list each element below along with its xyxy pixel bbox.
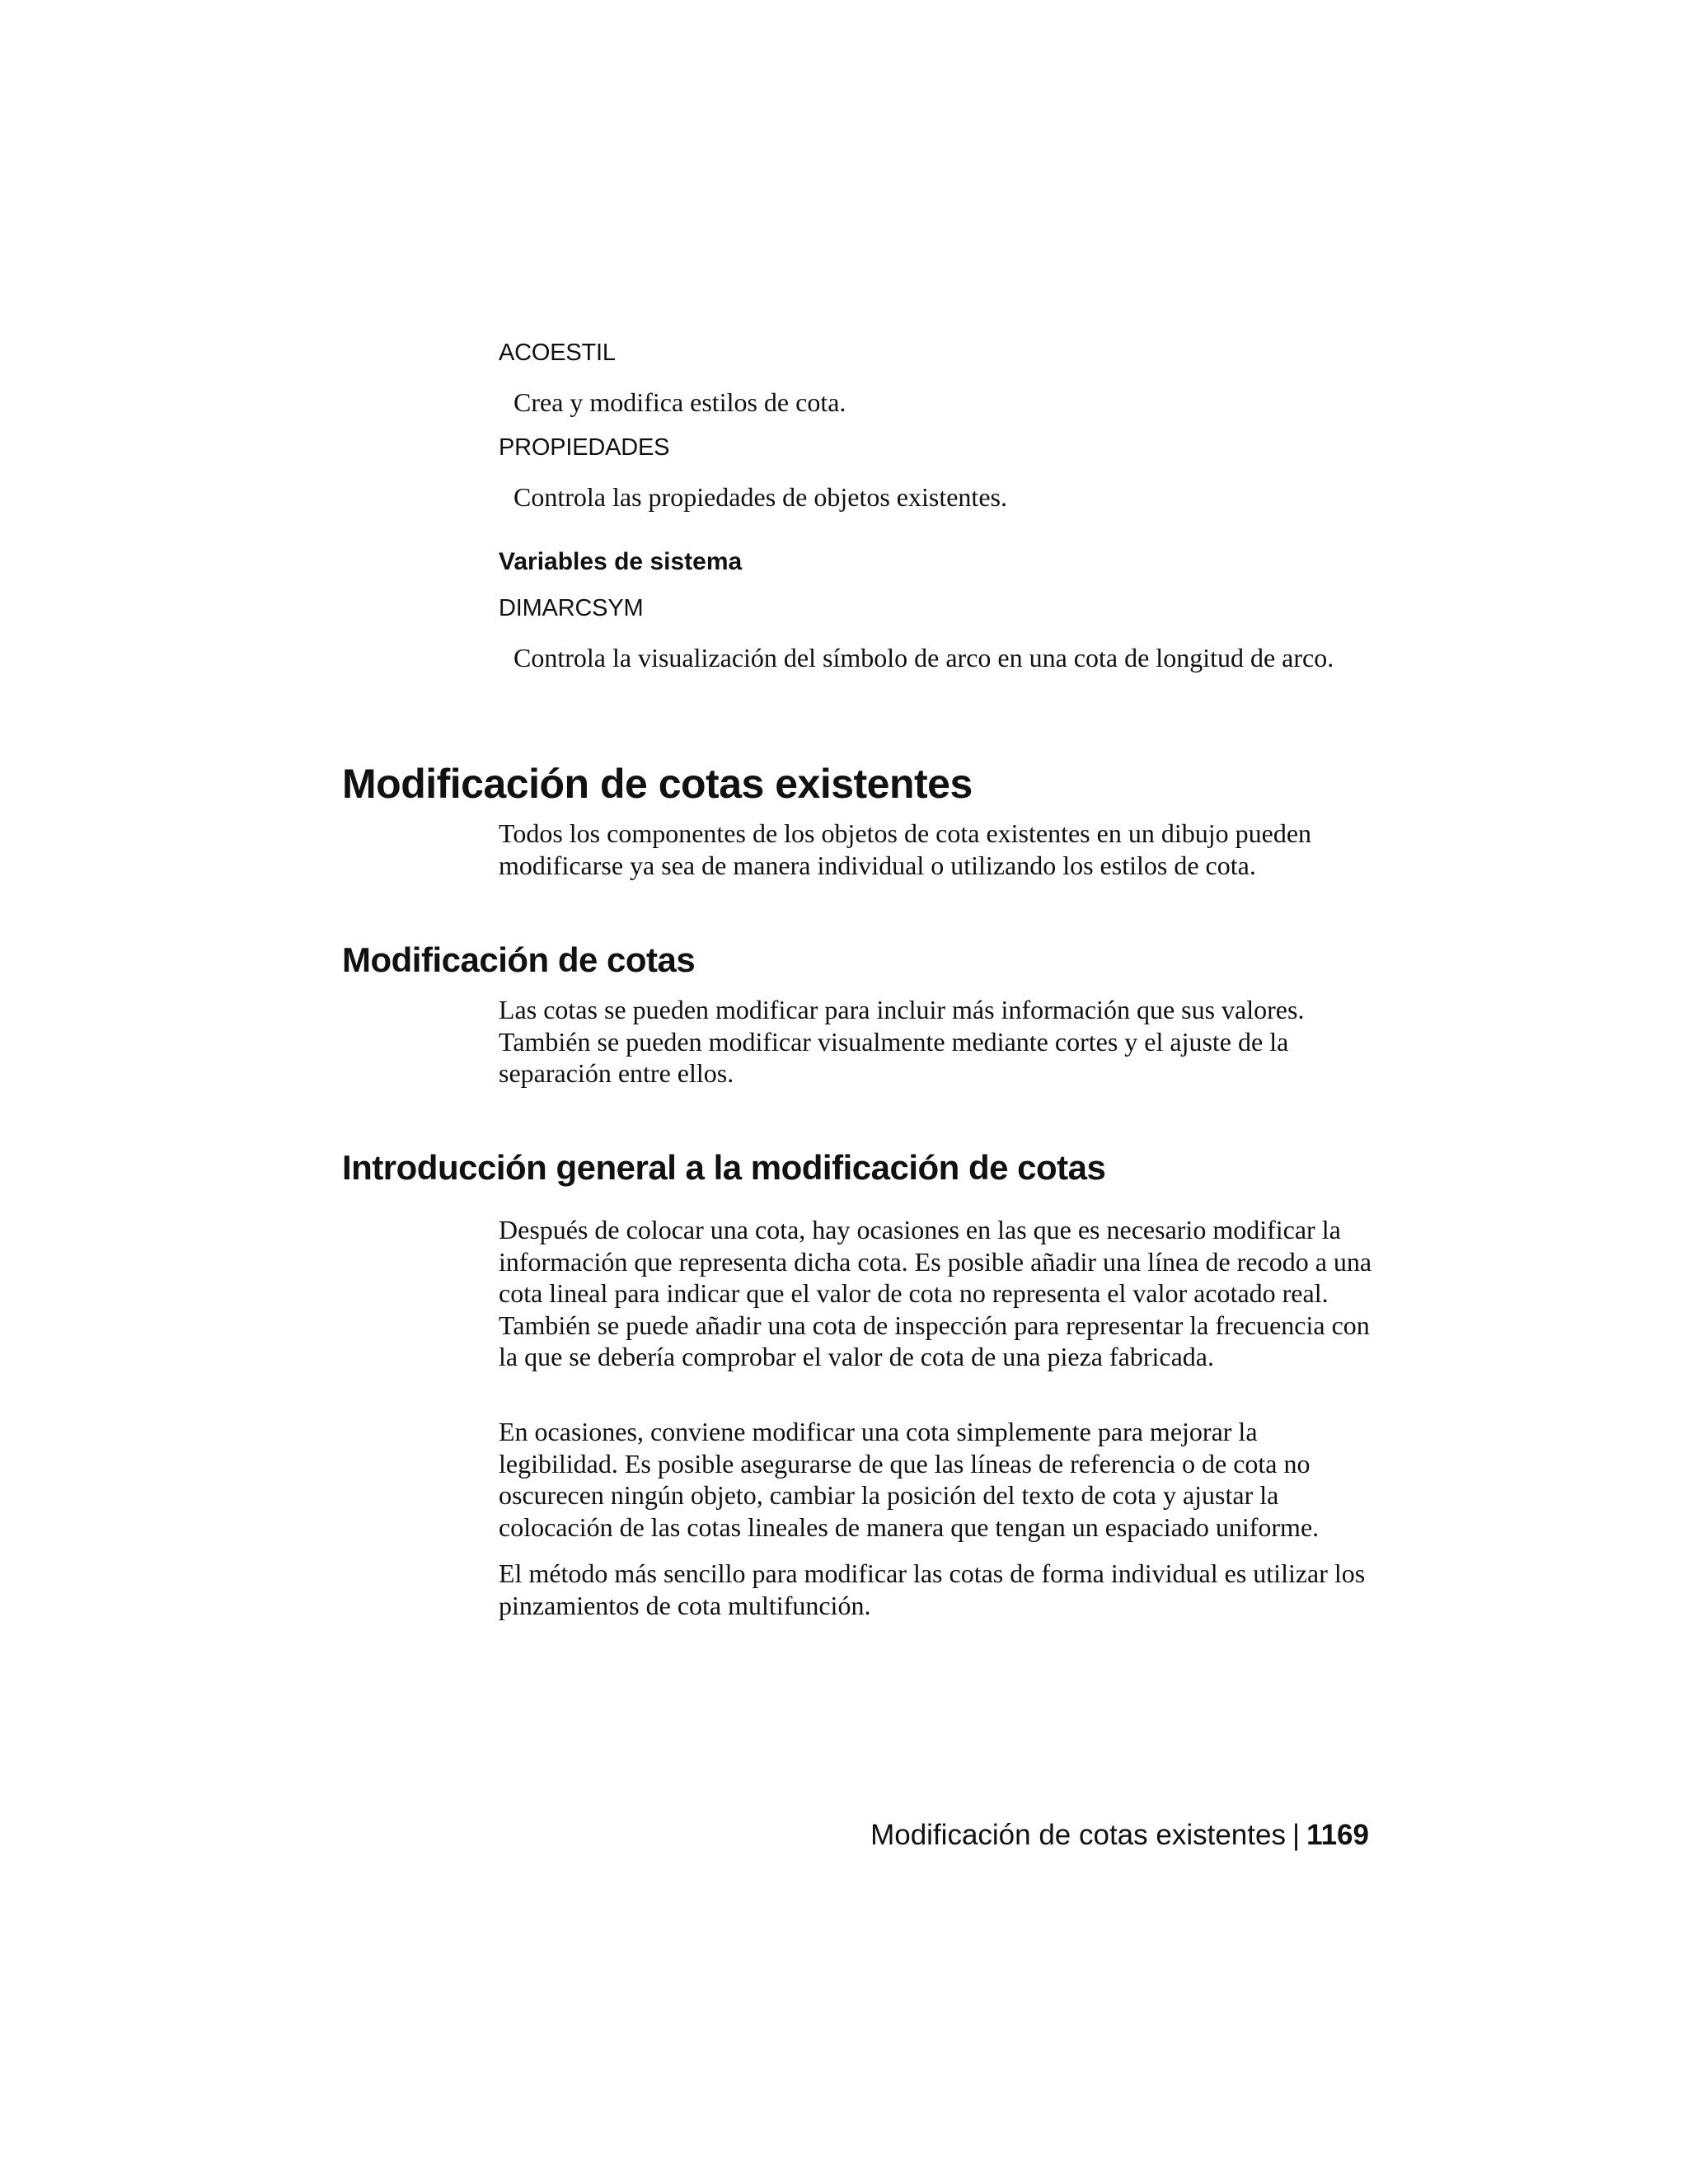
command-name-acoestil: ACOESTIL <box>499 340 616 366</box>
variable-description-dimarcsym: Controla la visualización del símbolo de arco en una cota de longitud de arco. <box>513 643 1334 673</box>
footer-separator: | <box>1292 1819 1301 1851</box>
section-title-modify: Modificación de cotas <box>342 940 696 979</box>
section-main-body: Todos los componentes de los objetos de cota existentes en un dibujo pueden modificarse ya sea de manera individual o utilizando los estilos de cota. <box>499 818 1312 880</box>
command-name-propiedades: PROPIEDADES <box>499 434 670 461</box>
section-modify-body: Las cotas se pueden modificar para incluir más información que sus valores. También se pueden modificar visualmente mediante cortes y el ajuste de la separación entre ellos. <box>499 995 1305 1088</box>
intro-paragraph-1: Después de colocar una cota, hay ocasiones en las que es necesario modificar la información que representa dicha cota. Es posible añadir una línea de recodo a una cota lineal para indicar que el valor de cota no representa el valor acotado real. También se puede añadir una cota de inspección para representar la frecuencia con la que se debería comprobar el valor de cota de una pieza fabricada. <box>499 1215 1372 1371</box>
section-title-main: Modificación de cotas existentes <box>342 761 973 807</box>
page-number: 1169 <box>1306 1819 1369 1851</box>
command-description-propiedades: Controla las propiedades de objetos existentes. <box>513 482 1007 512</box>
footer-running-title: Modificación de cotas existentes <box>870 1819 1286 1851</box>
intro-paragraph-3: El método más sencillo para modificar las cotas de forma individual es utilizar los pinzamientos de cota multifunción. <box>499 1558 1366 1620</box>
command-description-acoestil: Crea y modifica estilos de cota. <box>513 387 846 417</box>
page-footer <box>870 1819 1369 1852</box>
section-title-intro: Introducción general a la modificación de cotas <box>342 1148 1106 1187</box>
variable-name-dimarcsym: DIMARCSYM <box>499 595 644 621</box>
system-variables-heading: Variables de sistema <box>499 548 743 575</box>
intro-paragraph-2: En ocasiones, conviene modificar una cota simplemente para mejorar la legibilidad. Es posible asegurarse de que las líneas de referencia o de cota no oscurecen ningún objeto, cambiar la posición del texto de cota y ajustar la colocación de las cotas lineales de manera que tengan un espaciado uniforme. <box>499 1417 1320 1542</box>
